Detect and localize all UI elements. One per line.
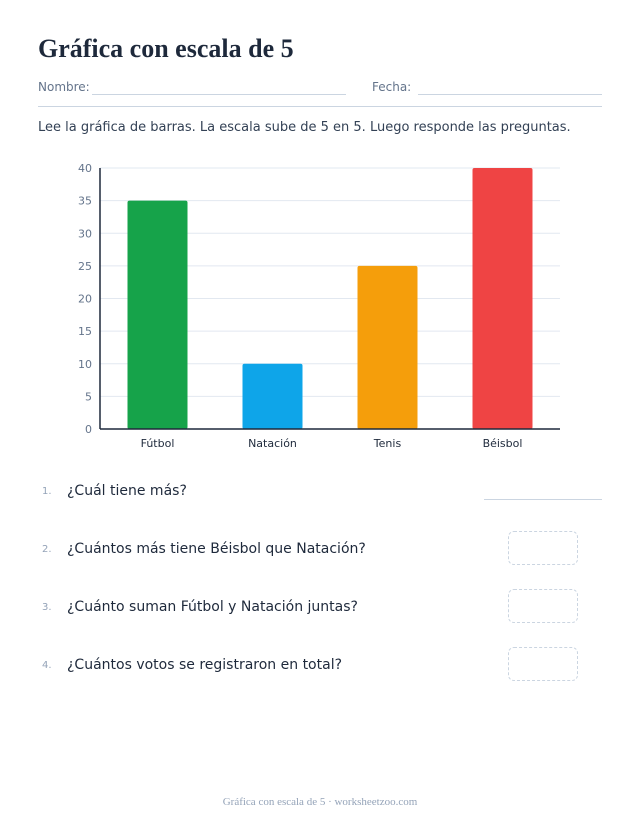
question-1 [42,483,602,523]
name-field[interactable] [92,94,346,95]
y-tick-label: 10 [78,357,92,371]
answer-line[interactable] [484,499,602,500]
y-tick-label: 15 [78,325,92,339]
y-tick-label: 25 [78,259,92,273]
x-tick-label: Natación [248,437,297,450]
question-3 [42,599,602,639]
x-tick-label: Béisbol [482,437,523,450]
x-tick-label: Fútbol [140,437,175,450]
answer-box[interactable] [508,589,578,623]
date-label: Fecha: [372,80,412,94]
question-2 [42,541,602,581]
question-number: 1. [42,486,52,497]
date-field[interactable] [418,94,602,95]
y-tick-label: 35 [78,194,92,208]
bar-4 [473,168,533,429]
question-number: 4. [42,660,52,671]
question-text: ¿Cuánto suman Fútbol y Natación juntas? [67,599,358,615]
instructions: Lee la gráfica de barras. La escala sube de 5 en 5. Luego responde las preguntas. [38,120,571,135]
header-divider [38,106,602,107]
question-text: ¿Cuántos votos se registraron en total? [67,657,343,673]
y-tick-label: 30 [78,227,92,241]
question-number: 2. [42,544,52,555]
bar-3 [358,266,418,429]
bar-chart [60,158,570,453]
y-tick-label: 0 [85,423,92,436]
bar-2 [243,364,303,429]
bar-1 [128,201,188,429]
question-4 [42,657,602,697]
y-tick-label: 40 [78,162,92,175]
question-number: 3. [42,602,52,613]
name-date-row [38,80,602,100]
answer-box[interactable] [508,647,578,681]
name-label: Nombre: [38,80,90,94]
page-title: Gráfica con escala de 5 [38,34,294,63]
y-tick-label: 20 [78,292,92,306]
question-text: ¿Cuántos más tiene Béisbol que Natación? [67,541,366,557]
footer: Gráfica con escala de 5 · worksheetzoo.com [222,796,418,808]
y-tick-label: 5 [85,390,92,404]
answer-box[interactable] [508,531,578,565]
x-tick-label: Tenis [373,437,402,450]
question-text: ¿Cuál tiene más? [67,483,187,499]
